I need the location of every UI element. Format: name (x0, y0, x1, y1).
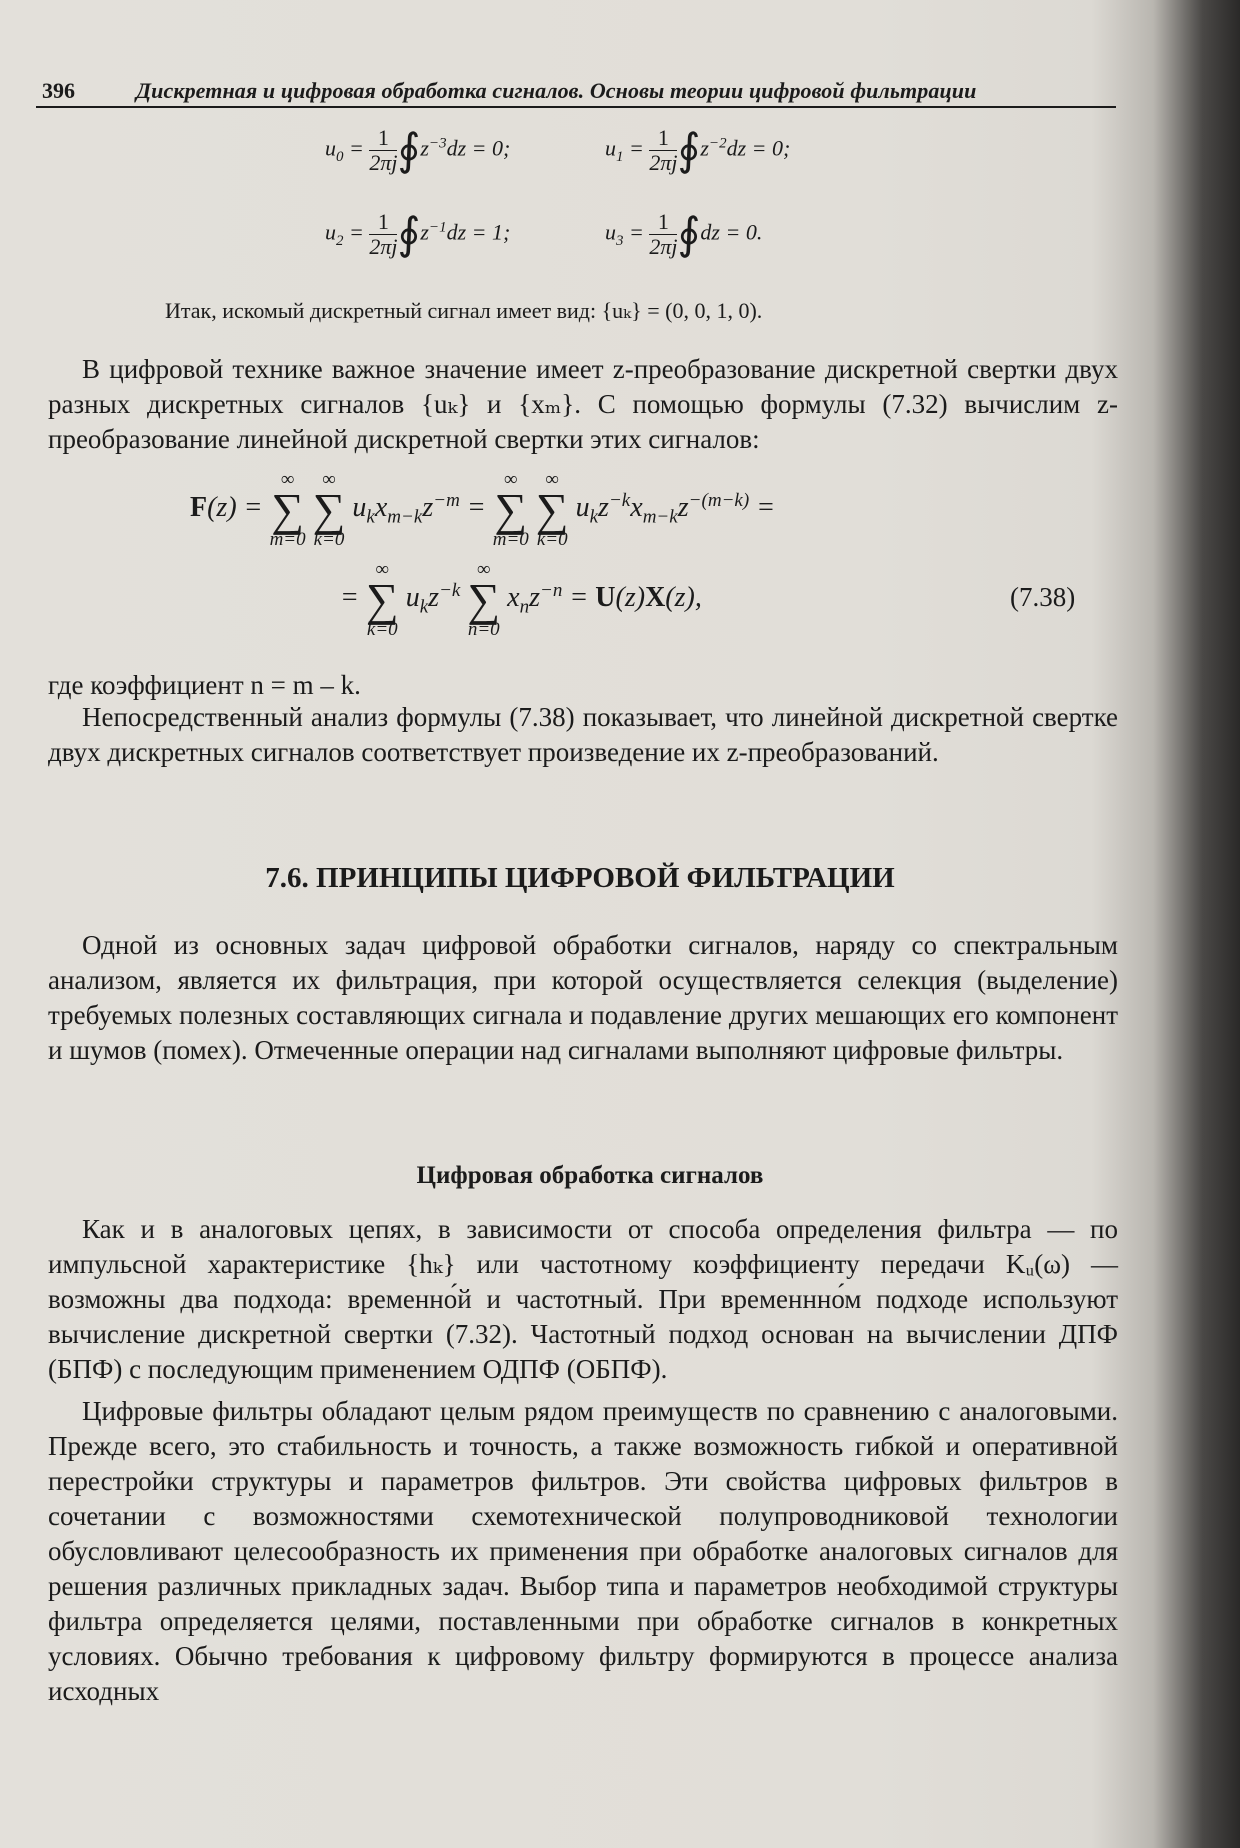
conclusion-line: Итак, искомый дискретный сигнал имеет вид: {uₖ} = (0, 0, 1, 0). (165, 298, 763, 323)
formula-u1: $u_1$ = $\frac{1}{2\pi j}$ $∮z^{-2}dz = 0$; (605, 125, 791, 176)
formula-u0: $u_0$ = $\frac{1}{2\pi j}$ $∮z^{-3}dz = 0$; (325, 125, 511, 176)
paragraph-approaches: Как и в аналоговых цепях, в зависимости от способа определения фильтра — по импульсной характеристике {hₖ} или частотному коэффициенту передачи Kᵤ(ω) — возможны два подхода: временно́й и частотный. При временнно́м подходе используют вычисление дискретной свертки (7.32). Частотный подход основан на вычислении ДПФ (БПФ) с последующим применением ОДПФ (ОБПФ). (48, 1214, 1118, 1384)
page-number: 396 (42, 78, 75, 103)
formula-u3: $u_3$ = $\frac{1}{2\pi j}$ ∮dz = 0. (605, 209, 763, 260)
equation-line-1: F(z) = ∞ ∑ m=0 ∞ ∑ k=0 $u_kx_{m-k}z^{-m}$ = ∞ ∑ m=0 ∞ ∑ k=0 $u_kz^{-k}x_{m-k}z^{-(m-k)}$ = (190, 469, 776, 551)
running-title: Дискретная и цифровая обработка сигналов. Основы теории цифровой фильтрации (136, 78, 977, 103)
paragraph-analysis: Непосредственный анализ формулы (7.38) показывает, что линейной дискретной свертке двух дискретных сигналов соответствует произведение их z-преобразований. (48, 702, 1118, 767)
paragraph-section-intro: Одной из основных задач цифровой обработки сигналов, наряду со спектральным анализом, является их фильтрация, при которой осуществляется селекция (выделение) требуемых полезных составляющих сигнала и подавление других мешающих его компонент и шумов (помех). Отмеченные операции над сигналами выполняют цифровые фильтры. (48, 930, 1118, 1065)
paragraph-convolution-intro: В цифровой технике важное значение имеет z-преобразование дискретной свертки двух разных дискретных сигналов {uₖ} и {xₘ}. С помощью формулы (7.32) вычислим z-преобразование линейной дискретной свертки этих сигналов: (48, 354, 1118, 454)
subsection-title: Цифровая обработка сигналов (416, 1162, 764, 1189)
equation-number: (7.38) (1010, 582, 1076, 612)
paragraph-advantages: Цифровые фильтры обладают целым рядом преимуществ по сравнению с аналоговыми. Прежде всего, это стабильность и точность, а также возможность гибкой и оперативной перестройки структуры и параметров фильтров. Эти свойства цифровых фильтров в сочетании с возможностями схемотехнической полупроводниковой технологии обусловливают целесообразность их применения при обработке аналоговых сигналов для решения различных прикладных задач. Выбор типа и параметров необходимой структуры фильтра определяется целями, поставленными при обработке сигналов в конкретных условиях. Обычно требования к цифровому фильтру формируются в процессе анализа исходных (48, 1396, 1118, 1706)
formula-u2: $u_2$ = $\frac{1}{2\pi j}$ $∮z^{-1}dz = 1$; (325, 209, 511, 260)
running-header (36, 70, 1116, 108)
where-line: где коэффициент n = m – k. (48, 670, 361, 700)
section-title: 7.6. ПРИНЦИПЫ ЦИФРОВОЙ ФИЛЬТРАЦИИ (265, 862, 895, 894)
equation-line-2: = ∞ ∑ k=0 $u_kz^{-k}$ ∞ ∑ n=0 $x_nz^{-n} = U(z)X(z)$, (340, 559, 702, 641)
